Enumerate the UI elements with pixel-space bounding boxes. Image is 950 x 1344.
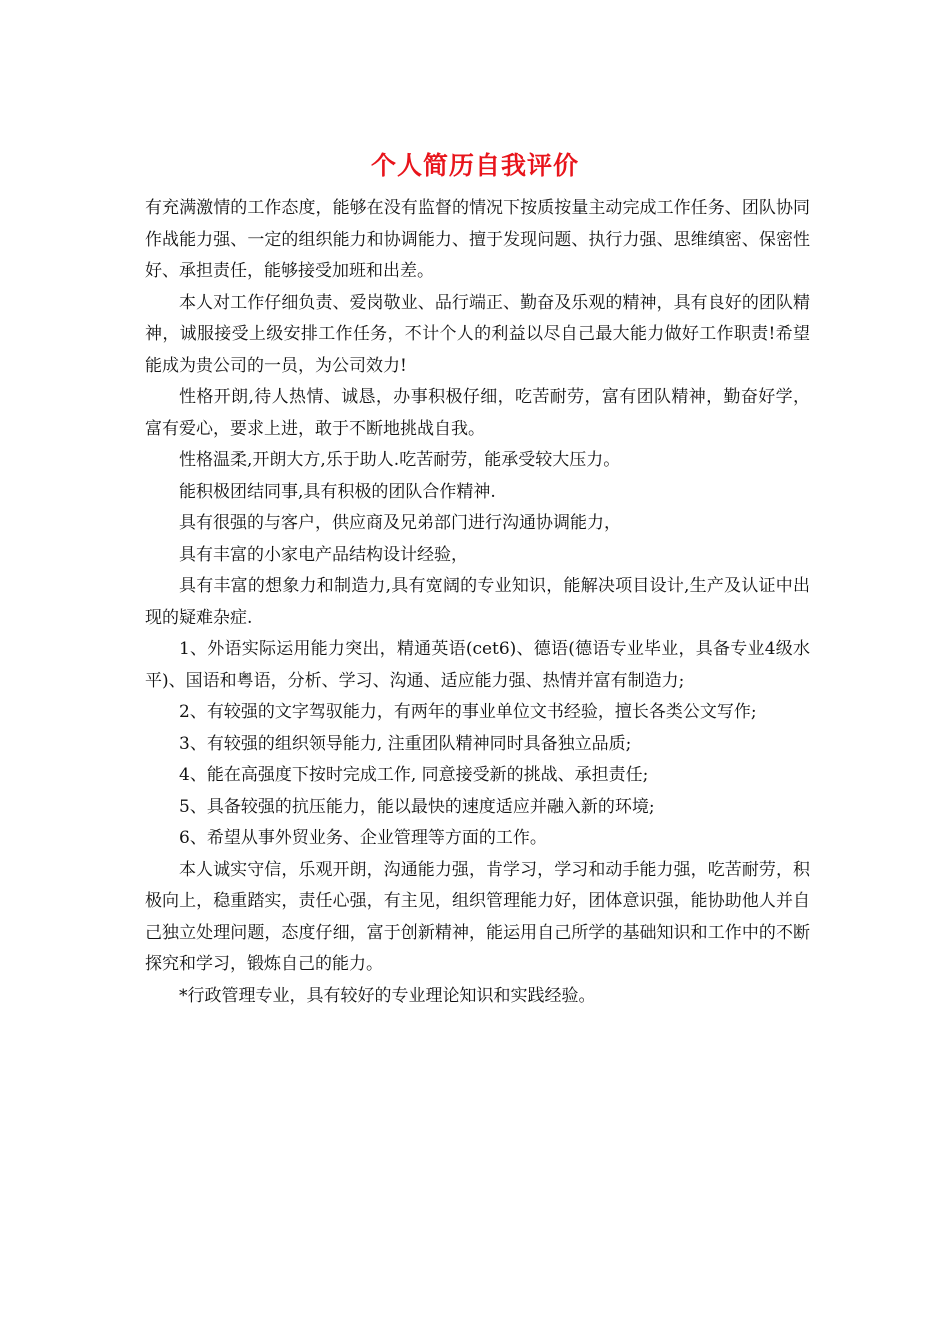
paragraph-8: 具有丰富的想象力和制造力,具有宽阔的专业知识，能解决项目设计,生产及认证中出现的疑难杂症. xyxy=(145,576,810,628)
paragraph-6: 具有很强的与客户，供应商及兄弟部门进行沟通协调能力， xyxy=(179,513,621,533)
document-body xyxy=(145,193,810,1012)
paragraph-9: 1、外语实际运用能力突出，精通英语(cet6)、德语(德语专业毕业，具备专业4级水平)、国语和粤语，分析、学习、沟通、适应能力强、热情并富有制造力; xyxy=(145,639,810,691)
paragraph-13: 5、具备较强的抗压能力，能以最快的速度适应并融入新的环境; xyxy=(179,796,655,817)
paragraph-15: 本人诚实守信，乐观开朗，沟通能力强，肯学习，学习和动手能力强，吃苦耐劳，积极向上，稳重踏实，责任心强，有主见，组织管理能力好，团体意识强，能协助他人并自己独立处理问题，态度仔细，富于创新精神，能运用自己所学的基础知识和工作中的不断探究和学习，锻炼自己的能力。 xyxy=(145,859,810,974)
page-title: 个人简历自我评价 xyxy=(370,151,579,180)
paragraph-5: 能积极团结同事,具有积极的团队合作精神. xyxy=(179,481,496,502)
paragraph-11: 3、有较强的组织领导能力, 注重团队精神同时具备独立品质; xyxy=(179,733,632,754)
paragraph-14: 6、希望从事外贸业务、企业管理等方面的工作。 xyxy=(179,828,547,848)
paragraph-2: 本人对工作仔细负责、爱岗敬业、品行端正、勤奋及乐观的精神，具有良好的团队精神，诚服接受上级安排工作任务，不计个人的利益以尽自己最大能力做好工作职责!希望能成为贵公司的一员，为公司效力! xyxy=(145,292,810,376)
paragraph-16: *行政管理专业，具有较好的专业理论知识和实践经验。 xyxy=(179,985,596,1006)
paragraph-10: 2、有较强的文字驾驭能力，有两年的事业单位文书经验，擅长各类公文写作; xyxy=(179,702,757,722)
paragraph-3: 性格开朗,待人热情、诚恳，办事积极仔细，吃苦耐劳，富有团队精神，勤奋好学，富有爱心，要求上进，敢于不断地挑战自我。 xyxy=(145,387,810,439)
paragraph-7: 具有丰富的小家电产品结构设计经验， xyxy=(179,544,468,565)
paragraph-4: 性格温柔,开朗大方,乐于助人.吃苦耐劳，能承受较大压力。 xyxy=(179,450,621,470)
paragraph-12: 4、能在高强度下按时完成工作, 同意接受新的挑战、承担责任; xyxy=(179,765,649,785)
paragraph-1: 有充满激情的工作态度，能够在没有监督的情况下按质按量主动完成工作任务、团队协同作战能力强、一定的组织能力和协调能力、擅于发现问题、执行力强、思维缜密、保密性好、承担责任，能够接受加班和出差。 xyxy=(145,198,810,281)
